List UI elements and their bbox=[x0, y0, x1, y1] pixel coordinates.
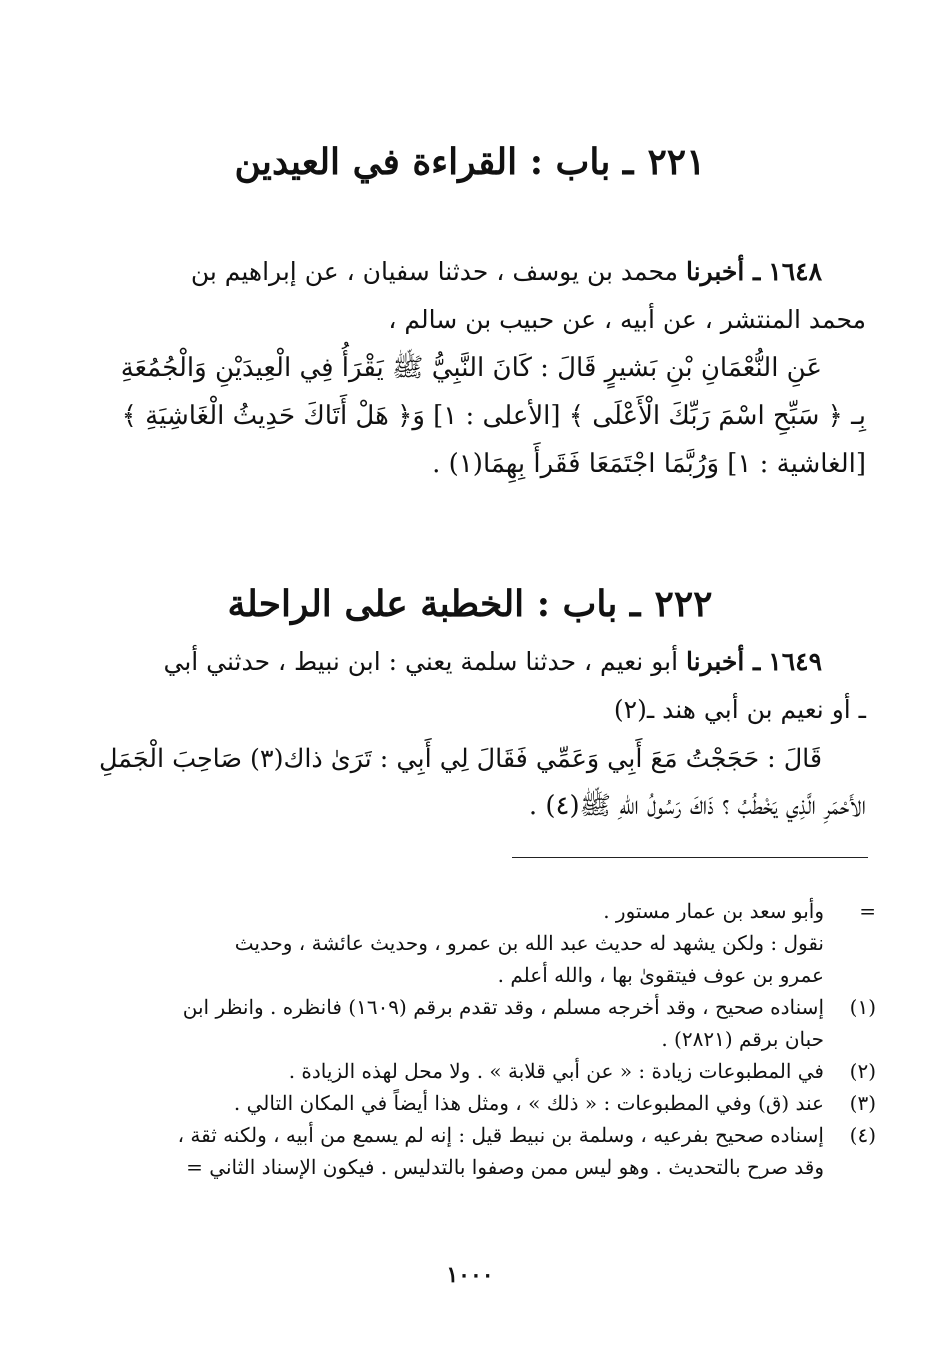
footnote-separator bbox=[512, 857, 868, 858]
footnote-line: نقول : ولكن يشهد له حديث عبد الله بن عمرو ، وحديث عائشة ، وحديث bbox=[234, 931, 824, 955]
footnote-mark: = bbox=[859, 899, 876, 923]
hadith-1648 bbox=[84, 248, 866, 488]
footnote-line: حبان برقم (٢٨٢١) . bbox=[661, 1027, 824, 1051]
footnote bbox=[90, 1119, 876, 1183]
matn-line: الأَحْمَرِ الَّذِي يَخْطُبُ ؟ ذَاكَ رَسُولُ اللهِ ﷺ(٤) . bbox=[528, 791, 866, 821]
footnote-mark: (٢) bbox=[849, 1059, 876, 1083]
isnad-line: ١٦٤٩ ـ أخبرنا أبو نعيم ، حدثنا سلمة يعني : ابن نبيط ، حدثني أبي bbox=[163, 647, 822, 676]
isnad-lead: ـ أخبرنا bbox=[685, 257, 761, 286]
matn-line: قَالَ : حَجَجْتُ مَعَ أَبِي وَعَمِّي فَقَالَ لِي أَبِي : تَرَىٰ ذاك(٣) صَاحِبَ الْجَمَلِ bbox=[98, 743, 822, 773]
page-number: ١٠٠٠ bbox=[446, 1262, 494, 1288]
matn-line: عَنِ النُّعْمَانِ بْنِ بَشيرٍ قَالَ : كَانَ النَّبِيُّ ﷺ يَقْرَأُ فِي الْعِيدَيْنِ وَالْجُمُعَةِ bbox=[120, 353, 822, 383]
footnote-line: عند (ق) وفي المطبوعات : « ذلك » ، ومثل هذا أيضاً في المكان التالي . bbox=[233, 1091, 824, 1115]
matn-text bbox=[84, 344, 866, 488]
isnad-line: محمد المنتشر ، عن أبيه ، عن حبيب بن سالم ، bbox=[388, 305, 866, 334]
footnote-mark: (١) bbox=[849, 995, 876, 1019]
isnad-line: ـ أو نعيم بن أبي هند ـ(٢) bbox=[613, 695, 866, 724]
matn-line: [الغاشية : ١] وَرُبَّمَا اجْتَمَعَا فَقَرأَ بِهِمَا(١) . bbox=[432, 449, 866, 479]
footnote-line: إسناده صحيح بفرعيه ، وسلمة بن نبيط قيل : إنه لم يسمع من أبيه ، ولكنه ثقة ، bbox=[177, 1123, 824, 1147]
footnote-line: وقد صرح بالتحديث . وهو ليس ممن وصفوا بالتدليس . فيكون الإسناد الثاني = bbox=[186, 1155, 824, 1179]
footnote-line: عمرو بن عوف فيتقوىٰ بها ، والله أعلم . bbox=[497, 963, 824, 987]
hadith-number: ١٦٤٨ bbox=[768, 257, 822, 286]
footnote-line: في المطبوعات زيادة : « عن أبي قلابة » . ولا محل لهذه الزيادة . bbox=[288, 1059, 824, 1083]
footnote bbox=[90, 991, 876, 1055]
footnotes bbox=[90, 895, 876, 1183]
hadith-1649 bbox=[84, 638, 866, 830]
footnote bbox=[90, 1055, 876, 1087]
footnote bbox=[90, 895, 876, 991]
footnote-mark: (٣) bbox=[849, 1091, 876, 1115]
chapter-heading-221 bbox=[80, 140, 860, 184]
chapter-title: ـ باب : الخطبة على الراحلة bbox=[227, 583, 641, 625]
footnote-mark: (٤) bbox=[849, 1123, 876, 1147]
isnad-lead: ـ أخبرنا bbox=[685, 647, 761, 676]
chapter-title: ـ باب : القراءة في العيدين bbox=[234, 141, 634, 183]
isnad-line: ١٦٤٨ ـ أخبرنا محمد بن يوسف ، حدثنا سفيان ، عن إبراهيم بن bbox=[190, 257, 822, 286]
footnote-line: وأبو سعد بن عمار مستور . bbox=[603, 899, 824, 923]
chapter-number: ٢٢١ bbox=[647, 141, 706, 183]
chapter-heading-222 bbox=[80, 582, 860, 626]
footnote-line: إسناده صحيح ، وقد أخرجه مسلم ، وقد تقدم برقم (١٦٠٩) فانظره . وانظر ابن bbox=[182, 995, 824, 1019]
footnote bbox=[90, 1087, 876, 1119]
matn-line: بِـ ﴿ سَبِّحِ اسْمَ رَبِّكَ الْأَعْلَى ﴾ [الأعلى : ١] وَ﴿ هَلْ أَتَاكَ حَدِيثُ الْغَاشِيَةِ ﴾ bbox=[121, 401, 866, 431]
chapter-number: ٢٢٢ bbox=[654, 583, 713, 625]
matn-text bbox=[84, 734, 866, 830]
hadith-number: ١٦٤٩ bbox=[768, 647, 822, 676]
